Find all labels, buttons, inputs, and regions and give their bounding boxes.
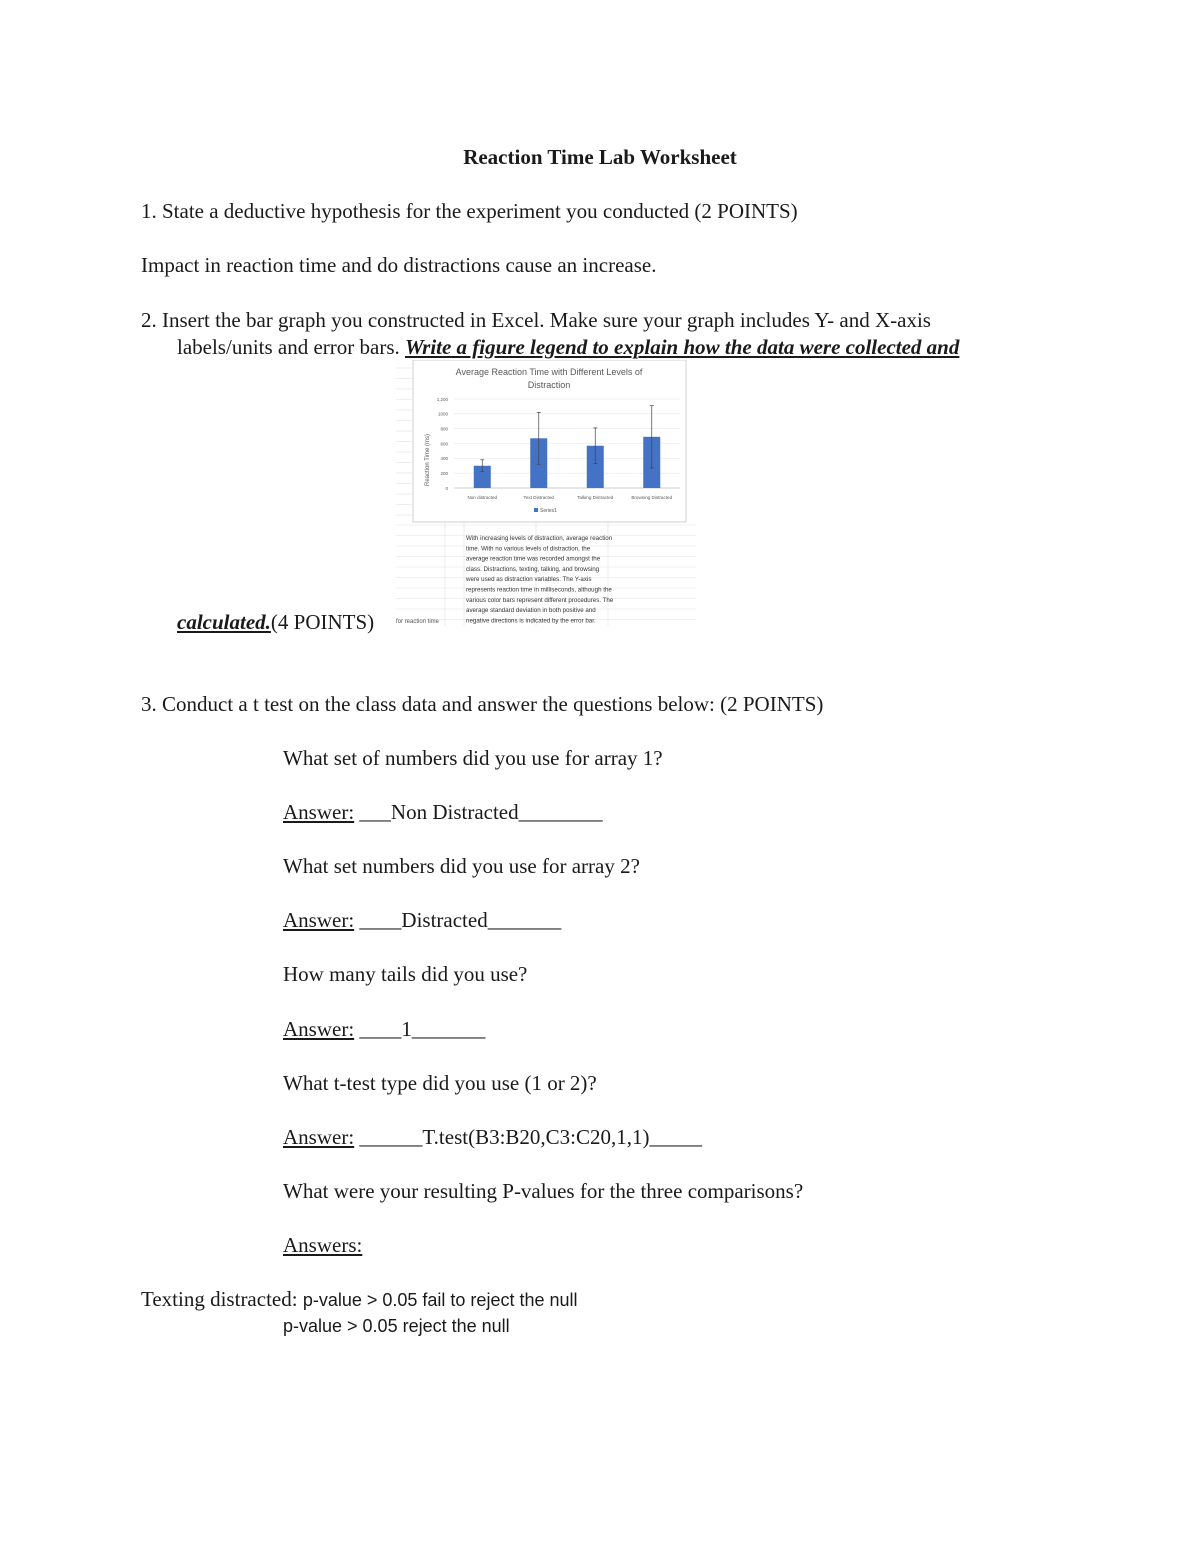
- question-1-prompt: 1. State a deductive hypothesis for the experiment you conducted (2 POINTS): [141, 199, 798, 223]
- y-axis-label: Reaction Time (ms): [425, 433, 431, 487]
- x-tick-label: Non distracted: [467, 495, 498, 500]
- question-2-prompt-line1: 2. Insert the bar graph you constructed in Excel. Make sure your graph includes Y- and X-axis: [141, 308, 931, 332]
- ttest-type-question: What t-test type did you use (1 or 2)?: [283, 1071, 597, 1095]
- caption-line: time. With no various levels of distraction, the: [466, 545, 591, 553]
- y-tick-label: 400: [440, 456, 448, 462]
- tails-answer: ____1_______: [354, 1017, 486, 1041]
- y-tick-label: 0: [445, 485, 448, 491]
- result-line-1: [141, 1286, 578, 1313]
- y-tick-label: 1000: [437, 411, 448, 417]
- legend-swatch: [534, 508, 538, 512]
- caption-line: With increasing levels of distraction, average reaction: [466, 535, 613, 542]
- caption-line: various color bars represent different procedures. The: [466, 596, 614, 604]
- answers-label: Answers:: [283, 1233, 363, 1257]
- embedded-chart-image: [396, 360, 696, 626]
- caption-line: were used as distraction variables. The Y-axis: [466, 576, 592, 584]
- question-2-prompt-line2: [177, 334, 959, 360]
- texting-result: p-value > 0.05 fail to reject the null: [302, 1290, 578, 1310]
- side-label: for reaction time: [396, 619, 440, 625]
- ttest-type-answer-line: [283, 1124, 702, 1150]
- legend-label: Series1: [540, 508, 557, 514]
- texting-distracted-label: Texting distracted:: [141, 1287, 303, 1311]
- answer-label: Answer:: [283, 1125, 355, 1149]
- array1-answer-line: [283, 799, 603, 825]
- x-tick-label: Browsing Distracted: [631, 495, 673, 500]
- answer-label: Answer:: [283, 800, 355, 824]
- page-title: Reaction Time Lab Worksheet: [463, 145, 737, 169]
- question-2-calculated-text: calculated.: [177, 610, 271, 634]
- y-tick-label: 1,200: [436, 396, 448, 402]
- array1-answer: ___Non Distracted________: [354, 800, 603, 824]
- tails-question: How many tails did you use?: [283, 962, 528, 986]
- chart-title-line-2: Distraction: [527, 380, 571, 390]
- caption-line: average standard deviation in both positive and: [466, 607, 596, 615]
- caption-line: negative directions is indicated by the error bar.: [466, 617, 596, 625]
- question-3-prompt: 3. Conduct a t test on the class data and answer the questions below: (2 POINTS): [141, 692, 824, 716]
- y-tick-label: 600: [440, 441, 448, 447]
- answer-label: Answer:: [283, 908, 355, 932]
- ttest-type-answer: ______T.test(B3:B20,C3:C20,1,1)_____: [354, 1125, 703, 1149]
- array1-question: What set of numbers did you use for array 1?: [283, 746, 663, 770]
- y-tick-label: 200: [440, 470, 448, 476]
- y-tick-label: 800: [440, 426, 448, 432]
- caption-line: represents reaction time in milliseconds, although the: [466, 586, 612, 594]
- chart-title-line-1: Average Reaction Time with Different Levels of: [455, 367, 643, 377]
- pvalues-question: What were your resulting P-values for the three comparisons?: [283, 1179, 804, 1203]
- figure-caption: [465, 535, 614, 624]
- question-2-plain-text: labels/units and error bars.: [177, 335, 406, 359]
- tails-answer-line: [283, 1016, 485, 1042]
- array2-answer: ____Distracted_______: [354, 908, 562, 932]
- question-2-points-text: (4 POINTS): [270, 610, 375, 634]
- x-tick-label: Talking Distracted: [577, 495, 614, 500]
- result-line-2: p-value > 0.05 reject the null: [283, 1316, 510, 1336]
- caption-line: average reaction time was recorded amongst the: [466, 555, 601, 563]
- question-1-answer: Impact in reaction time and do distractions cause an increase.: [141, 253, 657, 277]
- question-2-prompt-line3: [177, 609, 374, 635]
- answer-label: Answer:: [283, 1017, 355, 1041]
- x-tick-label: Text Distracted: [523, 495, 554, 500]
- chart-svg: [396, 360, 696, 626]
- caption-line: class. Distractions, texting, talking, and browsing: [466, 565, 600, 573]
- question-2-emphasis-text: Write a figure legend to explain how the data were collected and: [405, 335, 960, 359]
- array2-question: What set numbers did you use for array 2?: [283, 854, 640, 878]
- array2-answer-line: [283, 907, 561, 933]
